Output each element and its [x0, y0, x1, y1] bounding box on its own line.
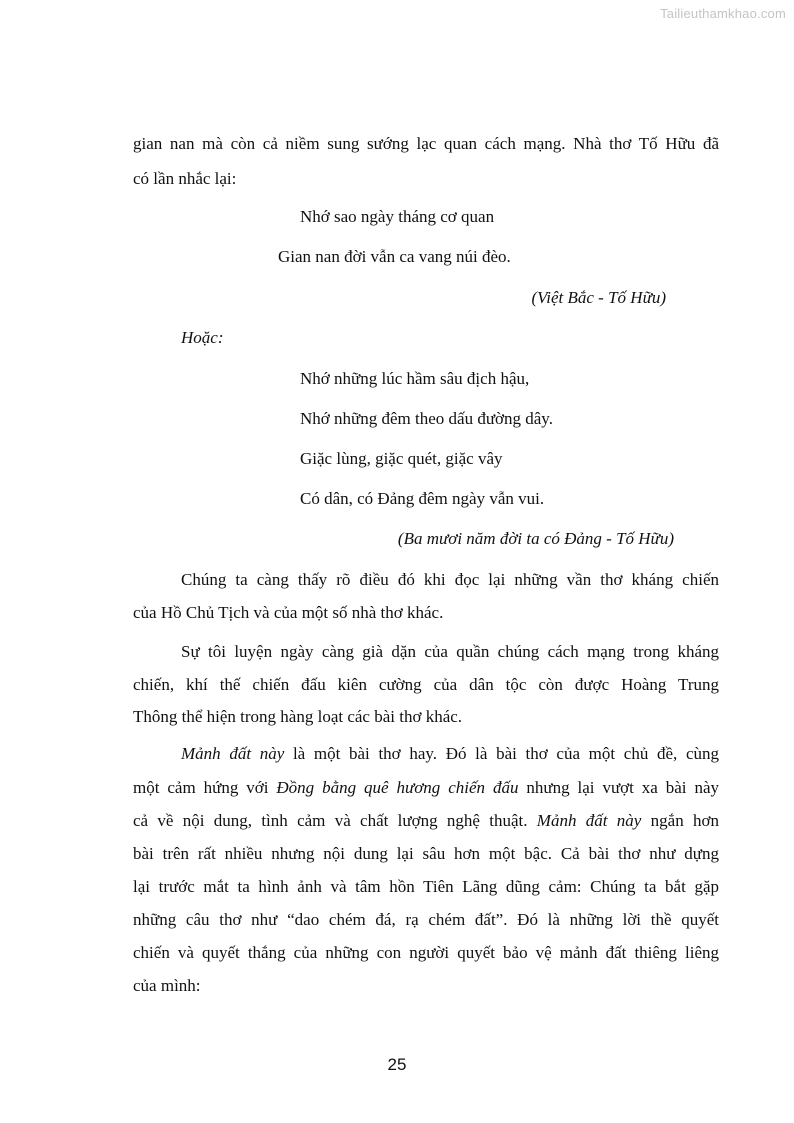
text-line: Thông thể hiện trong hàng loạt các bài thơ khác.: [133, 707, 463, 726]
text-span: nhưng lại vượt xa bài này: [518, 778, 719, 797]
text-span: là một bài thơ hay. Đó là bài thơ của một chủ đề, cùng: [284, 744, 719, 763]
poem-source: (Ba mươi năm đời ta có Đảng - Tố Hữu): [397, 529, 674, 548]
page-number: 25: [387, 1055, 407, 1074]
poem-line: Nhớ những đêm theo dấu đường dây.: [300, 409, 553, 428]
poem-source: (Việt Bắc - Tố Hữu): [531, 288, 666, 307]
text-line: chiến và quyết thắng của những con người quyết bảo vệ mảnh đất thiêng liêng: [133, 943, 719, 962]
text-line: của Hồ Chủ Tịch và của một số nhà thơ khác.: [133, 603, 444, 622]
poem-line: Giặc lùng, giặc quét, giặc vây: [300, 449, 503, 468]
text-line: Sự tôi luyện ngày càng già dặn của quần chúng cách mạng trong kháng: [181, 642, 719, 661]
text-span: cả về nội dung, tình cảm và chất lượng nghệ thuật.: [133, 811, 537, 830]
text-line: [181, 743, 719, 765]
text-line: bài trên rất nhiều nhưng nội dung lại sâu hơn một bậc. Cả bài thơ như dựng: [133, 844, 719, 863]
poem-line: Nhớ những lúc hầm sâu địch hậu,: [300, 369, 530, 388]
poem-line: Gian nan đời vẫn ca vang núi đèo.: [278, 247, 511, 266]
text-line: gian nan mà còn cả niềm sung sướng lạc quan cách mạng. Nhà thơ Tố Hữu đã: [133, 134, 719, 153]
poem-line: Có dân, có Đảng đêm ngày vẫn vui.: [300, 489, 545, 508]
text-line: Chúng ta càng thấy rõ điều đó khi đọc lại những vần thơ kháng chiến: [181, 570, 719, 589]
text-line: chiến, khí thế chiến đấu kiên cường của dân tộc còn được Hoàng Trung: [133, 675, 719, 694]
text-line: có lần nhắc lại:: [133, 169, 237, 188]
hoac-label: Hoặc:: [181, 328, 224, 347]
text-line: lại trước mắt ta hình ảnh và tâm hồn Tiên Lãng dũng cảm: Chúng ta bắt gặp: [133, 877, 719, 896]
text-line: những câu thơ như “dao chém đá, rạ chém đất”. Đó là những lời thề quyết: [133, 910, 719, 929]
text-span: một cảm hứng với: [133, 778, 277, 797]
text-line: [133, 810, 719, 832]
poem-title: Mảnh đất này: [536, 811, 642, 830]
text-line: [133, 777, 719, 799]
poem-line: Nhớ sao ngày tháng cơ quan: [300, 207, 495, 226]
text-span: ngắn hơn: [641, 811, 719, 830]
watermark: Tailieuthamkhao.com: [660, 6, 786, 21]
poem-title: Mảnh đất này: [181, 744, 285, 763]
text-line: của mình:: [133, 976, 201, 995]
poem-title: Đồng bằng quê hương chiến đấu: [276, 778, 519, 797]
